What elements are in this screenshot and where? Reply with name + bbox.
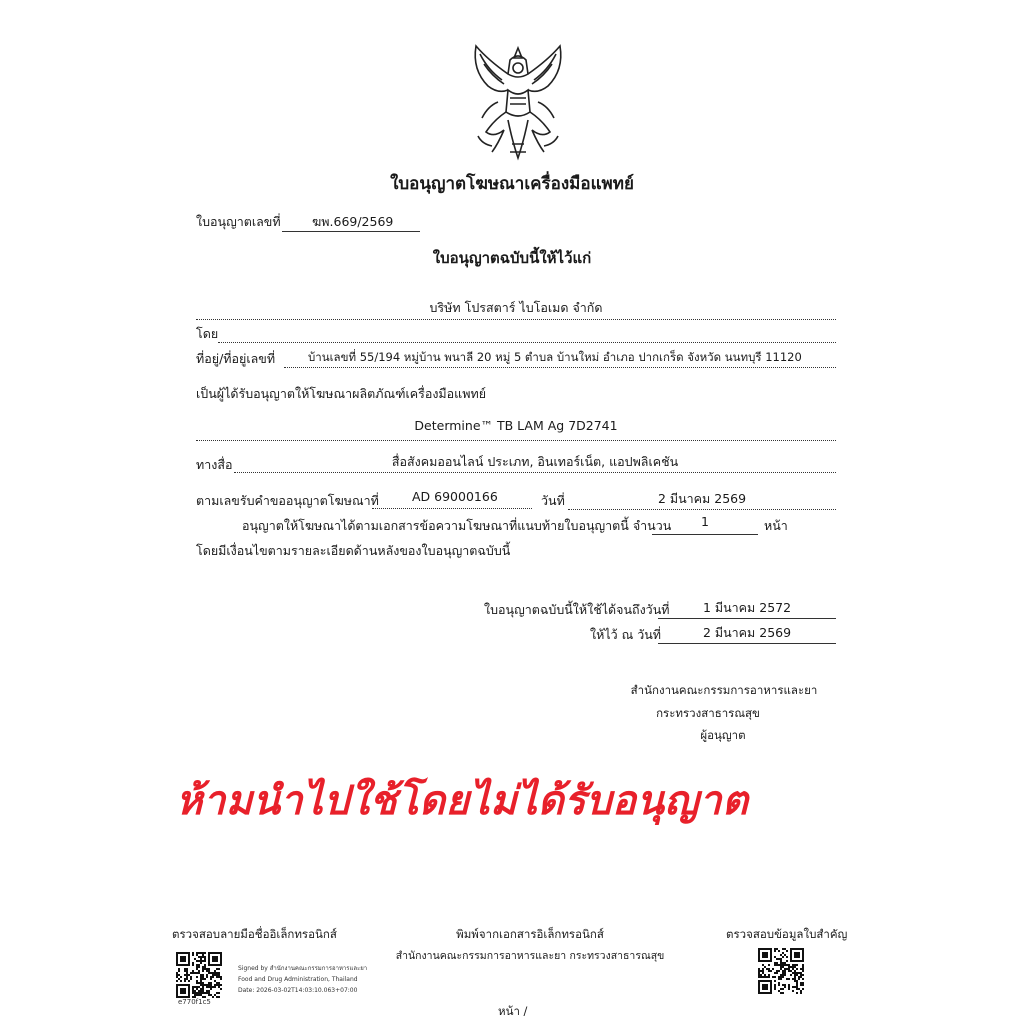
footer-printed-label: พิมพ์จากเอกสารอิเล็กทรอนิกส์ <box>456 927 604 941</box>
issued-on-label: ให้ไว้ ณ วันที่ <box>590 627 661 642</box>
license-no-value: ฆพ.669/2569 <box>282 212 420 232</box>
issued-to-heading: ใบอนุญาตฉบับนี้ให้ไว้แก่ <box>432 249 592 267</box>
signed-by-line: Signed by สำนักงานคณะกรรมการอาหารและยา <box>238 965 368 972</box>
license-no-label: ใบอนุญาตเลขที่ <box>196 214 281 229</box>
approval-unit: หน้า <box>764 518 788 533</box>
signatory-office: สำนักงานคณะกรรมการอาหารและยา <box>630 683 818 697</box>
request-no-label: ตามเลขรับคำขออนุญาตโฆษณาที่ <box>196 493 379 508</box>
issued-on-value: 2 มีนาคม 2569 <box>658 623 836 644</box>
company-name: บริษัท โปรสตาร์ ไบโอเมด จำกัด <box>196 298 836 320</box>
media-label: ทางสื่อ <box>196 457 233 472</box>
product-name: Determine™ TB LAM Ag 7D2741 <box>196 418 836 441</box>
signature-qr-code-text: e770f1c5 <box>178 998 211 1006</box>
conditions-text: โดยมีเงื่อนไขตามรายละเอียดด้านหลังของใบอนุญาตฉบับนี้ <box>196 543 511 558</box>
signatory-ministry: กระทรวงสาธารณสุข <box>656 706 760 720</box>
certificate-qr-code[interactable] <box>758 948 804 994</box>
valid-until-value: 1 มีนาคม 2572 <box>658 598 836 619</box>
footer-certificate-check-label: ตรวจสอบข้อมูลใบสำคัญ <box>726 927 848 941</box>
address-label: ที่อยู่/ที่อยู่เลขที่ <box>196 351 276 366</box>
page-number: หน้า / <box>498 1004 528 1018</box>
signature-qr-code[interactable] <box>176 952 222 998</box>
garuda-emblem <box>458 40 578 165</box>
request-date-label: วันที่ <box>541 493 565 508</box>
by-label: โดย <box>196 326 219 341</box>
address-value: บ้านเลขที่ 55/194 หมู่บ้าน พนาลี 20 หมู่ 5 ตำบล บ้านใหม่ อำเภอ ปากเกร็ด จังหวัด นนทบุรี 11120 <box>284 349 836 368</box>
request-date-value: 2 มีนาคม 2569 <box>568 489 836 510</box>
approval-text: อนุญาตให้โฆษณาได้ตามเอกสารข้อความโฆษณาที่แนบท้ายใบอนุญาตนี้ จำนวน <box>242 518 672 533</box>
by-value-line <box>218 324 836 343</box>
valid-until-label: ใบอนุญาตฉบับนี้ให้ใช้ได้จนถึงวันที่ <box>484 602 670 617</box>
footer-office-label: สำนักงานคณะกรรมการอาหารและยา กระทรวงสาธารณสุข <box>395 950 665 962</box>
approval-count: 1 <box>652 514 758 535</box>
document-title: ใบอนุญาตโฆษณาเครื่องมือแพทย์ <box>390 174 634 194</box>
request-no-value: AD 69000166 <box>372 489 532 509</box>
permit-sentence: เป็นผู้ได้รับอนุญาตให้โฆษณาผลิตภัณฑ์เครื่องมือแพทย์ <box>196 386 487 401</box>
signed-date-line: Date: 2026-03-02T14:03:10.063+07:00 <box>238 987 358 994</box>
media-value: สื่อสังคมออนไลน์ ประเภท, อินเทอร์เน็ต, แอปพลิเคชัน <box>234 452 836 473</box>
signatory-role: ผู้อนุญาต <box>700 728 746 742</box>
unauthorized-use-watermark: ห้ามนำไปใช้โดยไม่ได้รับอนุญาต <box>176 778 749 824</box>
footer-signature-check-label: ตรวจสอบลายมือชื่ออิเล็กทรอนิกส์ <box>172 927 337 941</box>
signed-org-line: Food and Drug Administration, Thailand <box>238 976 358 983</box>
